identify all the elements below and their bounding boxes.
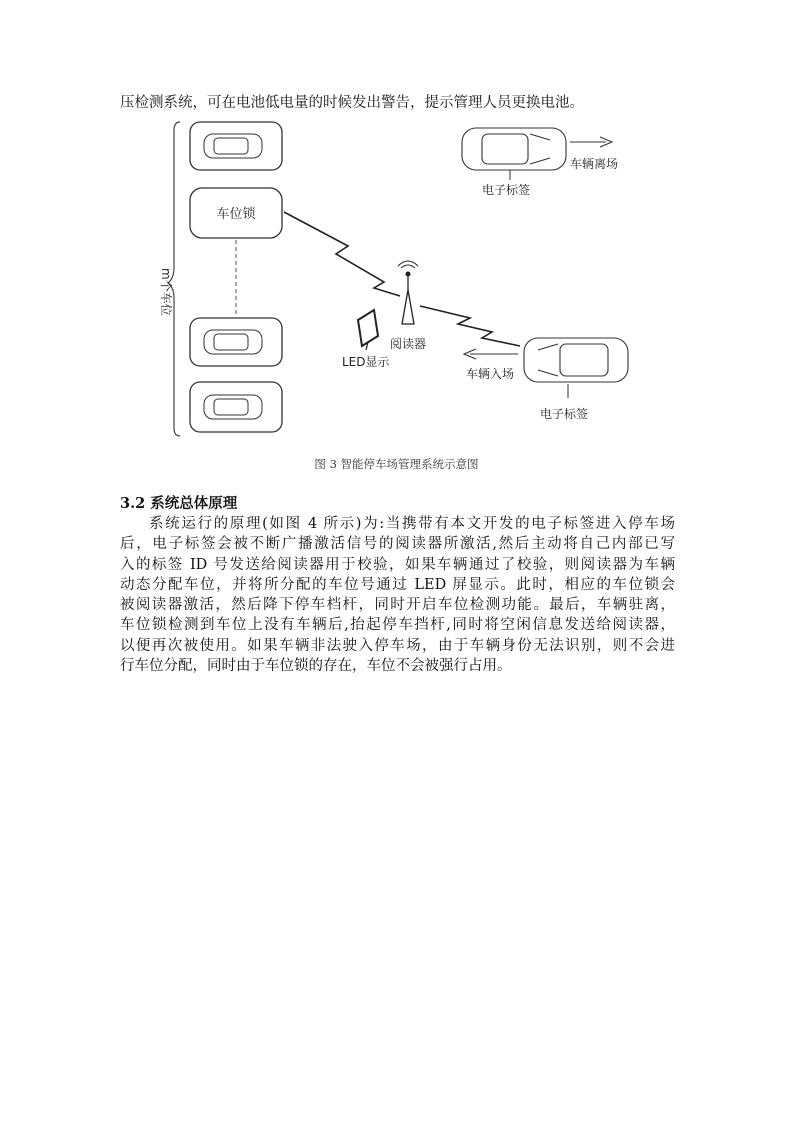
section-title: 3.2 系统总体原理 — [120, 495, 238, 512]
paragraph-line: 车位锁检测到车位上没有车辆后,抬起停车挡杆,同时将空闲信息发送给阅读器， — [120, 617, 675, 634]
enter-arrow-icon — [464, 349, 518, 359]
parking-lock — [190, 188, 282, 238]
paragraph-line: 被阅读器激活，然后降下停车档杆，同时开启车位检测功能。最后，车辆驻离， — [120, 597, 675, 614]
paragraph-line: 动态分配车位，并将所分配的车位号通过 LED 屏显示。此时，相应的车位锁会 — [120, 576, 675, 593]
lock-label: 车位锁 — [216, 207, 256, 222]
parking-slot-top — [190, 122, 282, 170]
paragraph-line: 行车位分配，同时由于车位锁的存在，车位不会被强行占用。 — [120, 658, 512, 675]
exit-arrow-icon — [570, 137, 612, 147]
led-display-icon — [358, 310, 378, 350]
bracket-label: m个车位 — [159, 268, 173, 316]
parking-slot-bottom — [190, 382, 282, 432]
exit-label: 车辆离场 — [570, 157, 619, 171]
section-paragraph — [120, 514, 675, 676]
paragraph-line: 系统运行的原理(如图 4 所示)为:当携带有本文开发的电子标签进入停车场 — [149, 516, 675, 532]
exiting-car-icon — [462, 128, 566, 170]
tag-bottom-label: 电子标签 — [540, 407, 589, 421]
reader-antenna — [398, 261, 418, 324]
paragraph-line: 以便再次被使用。如果车辆非法驶入停车场，由于车辆身份无法识别，则不会进 — [120, 637, 675, 654]
reader-label: 阅读器 — [390, 337, 427, 351]
tag-top-label: 电子标签 — [482, 183, 531, 197]
paragraph-line: 入的标签 ID 号发送给阅读器用于校验，如果车辆通过了校验，则阅读器为车辆 — [120, 556, 675, 573]
signal-bolt-car — [420, 306, 520, 346]
figure-caption: 图 3 智能停车场管理系统示意图 — [314, 457, 479, 471]
led-label: LED显示 — [342, 355, 390, 369]
signal-bolt-lock — [284, 212, 400, 296]
parking-system-diagram — [159, 118, 640, 448]
intro-line: 压检测系统，可在电池低电量的时候发出警告，提示管理人员更换电池。 — [120, 95, 584, 111]
entering-car-icon — [524, 338, 628, 382]
enter-label: 车辆入场 — [466, 367, 515, 381]
paragraph-line: 后，电子标签会被不断广播激活信号的阅读器所激活,然后主动将自己内部已写 — [120, 536, 675, 553]
parking-slot-middle — [190, 318, 282, 366]
